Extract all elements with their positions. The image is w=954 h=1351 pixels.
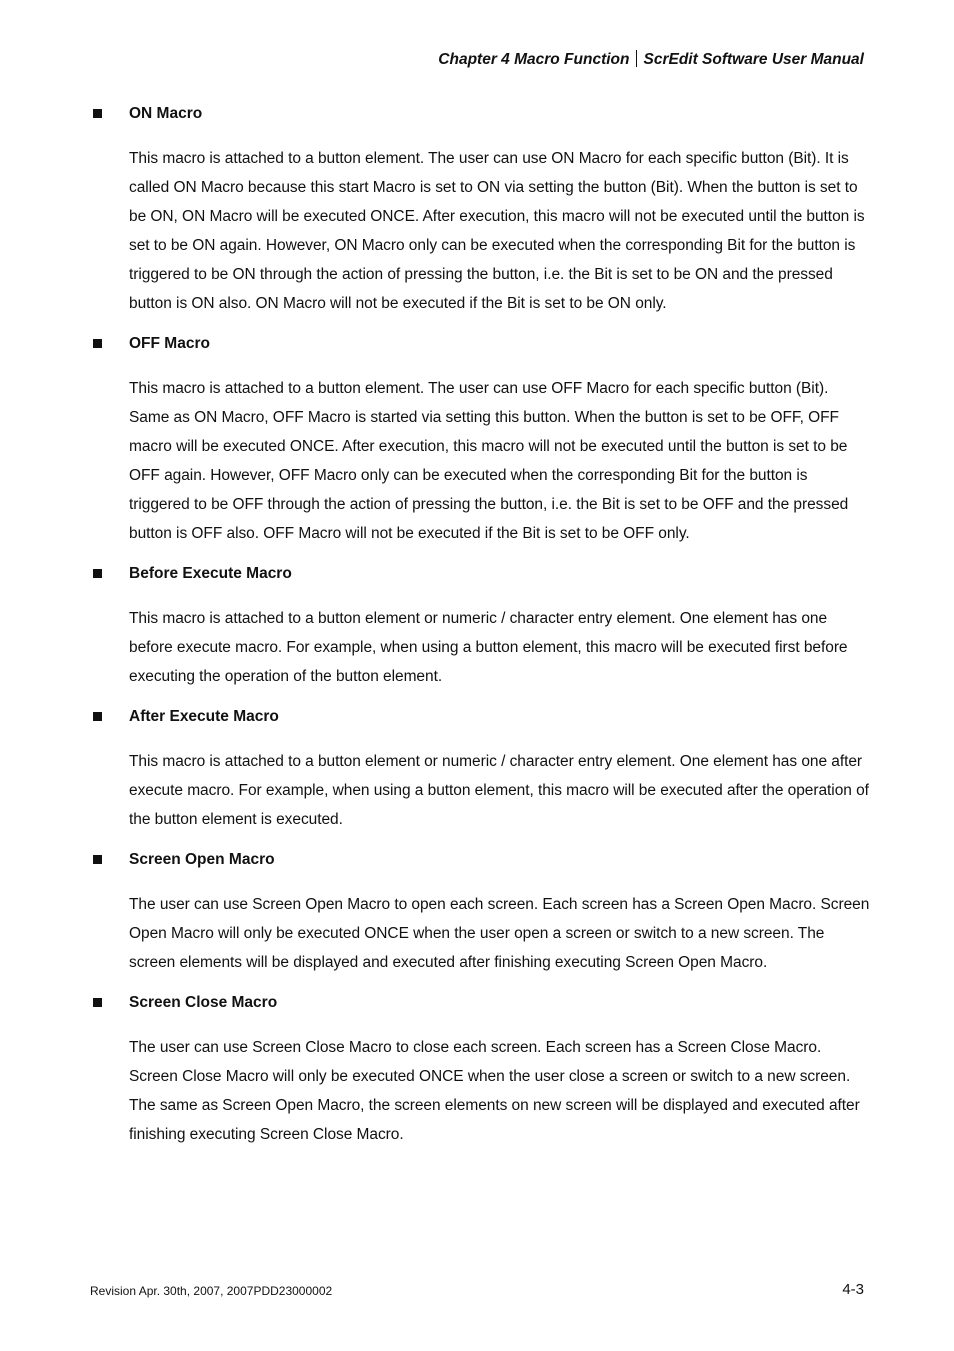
page-number: 4-3 — [842, 1281, 864, 1298]
section-heading — [91, 706, 871, 727]
section-body: This macro is attached to a button element or numeric / character entry element. One element has one before execute macro. For example, when using a button element, this macro will be executed first before executing the operation of the button element. — [129, 610, 848, 685]
square-bullet-icon — [93, 569, 102, 578]
section-screen-close-macro — [91, 992, 871, 1149]
section-body: This macro is attached to a button element. The user can use OFF Macro for each specific button (Bit). Same as ON Macro, OFF Macro is started via setting this button. When the button is set to be OFF, OFF macro will be executed ONCE. After execution, this macro will not be executed until the button is set to be OFF again. However, OFF Macro only can be executed when the corresponding Bit for the button is triggered to be OFF through the action of pressing the button, i.e. the Bit is set to be OFF and the pressed button is OFF also. OFF Macro will not be executed if the Bit is set to be OFF only. — [129, 380, 849, 542]
section-heading — [91, 992, 871, 1013]
section-before-execute-macro — [91, 563, 871, 691]
section-screen-open-macro — [91, 849, 871, 977]
section-heading — [91, 333, 871, 354]
header-separator — [636, 50, 637, 67]
page-header — [438, 50, 864, 69]
section-after-execute-macro — [91, 706, 871, 834]
section-title: OFF Macro — [129, 335, 210, 352]
section-off-macro — [91, 333, 871, 548]
section-body: This macro is attached to a button element or numeric / character entry element. One element has one after execute macro. For example, when using a button element, this macro will be executed after the operation of the button element is executed. — [129, 753, 869, 828]
section-title: After Execute Macro — [129, 708, 279, 725]
section-heading — [91, 103, 871, 124]
square-bullet-icon — [93, 109, 102, 118]
header-manual-title: ScrEdit Software User Manual — [643, 51, 864, 68]
section-title: Screen Open Macro — [129, 851, 275, 868]
square-bullet-icon — [93, 712, 102, 721]
square-bullet-icon — [93, 998, 102, 1007]
header-chapter: Chapter 4 Macro Function — [438, 51, 630, 68]
square-bullet-icon — [93, 339, 102, 348]
section-body: The user can use Screen Open Macro to open each screen. Each screen has a Screen Open Macro. Screen Open Macro will only be executed ONCE when the user open a screen or switch to a new screen. The screen elements will be displayed and executed after finishing executing Screen Open Macro. — [129, 896, 870, 971]
section-title: Before Execute Macro — [129, 565, 292, 582]
square-bullet-icon — [93, 855, 102, 864]
section-title: Screen Close Macro — [129, 994, 278, 1011]
section-title: ON Macro — [129, 105, 203, 122]
footer-revision: Revision Apr. 30th, 2007, 2007PDD23000002 — [90, 1284, 333, 1298]
section-heading — [91, 849, 871, 870]
section-on-macro — [91, 103, 871, 318]
section-body: The user can use Screen Close Macro to close each screen. Each screen has a Screen Close Macro. Screen Close Macro will only be executed ONCE when the user close a screen or switch to a new screen. The same as Screen Open Macro, the screen elements on new screen will be displayed and executed after finishing executing Screen Close Macro. — [129, 1039, 860, 1143]
section-body: This macro is attached to a button element. The user can use ON Macro for each specific button (Bit). It is called ON Macro because this start Macro is set to ON via setting the button (Bit). When the button is set to be ON, ON Macro will be executed ONCE. After execution, this macro will not be executed until the button is set to be ON again. However, ON Macro only can be executed when the corresponding Bit for the button is triggered to be ON through the action of pressing the button, i.e. the Bit is set to be ON and the pressed button is ON also. ON Macro will not be executed if the Bit is set to be ON only. — [129, 150, 865, 312]
section-heading — [91, 563, 871, 584]
main-content — [91, 103, 871, 1164]
